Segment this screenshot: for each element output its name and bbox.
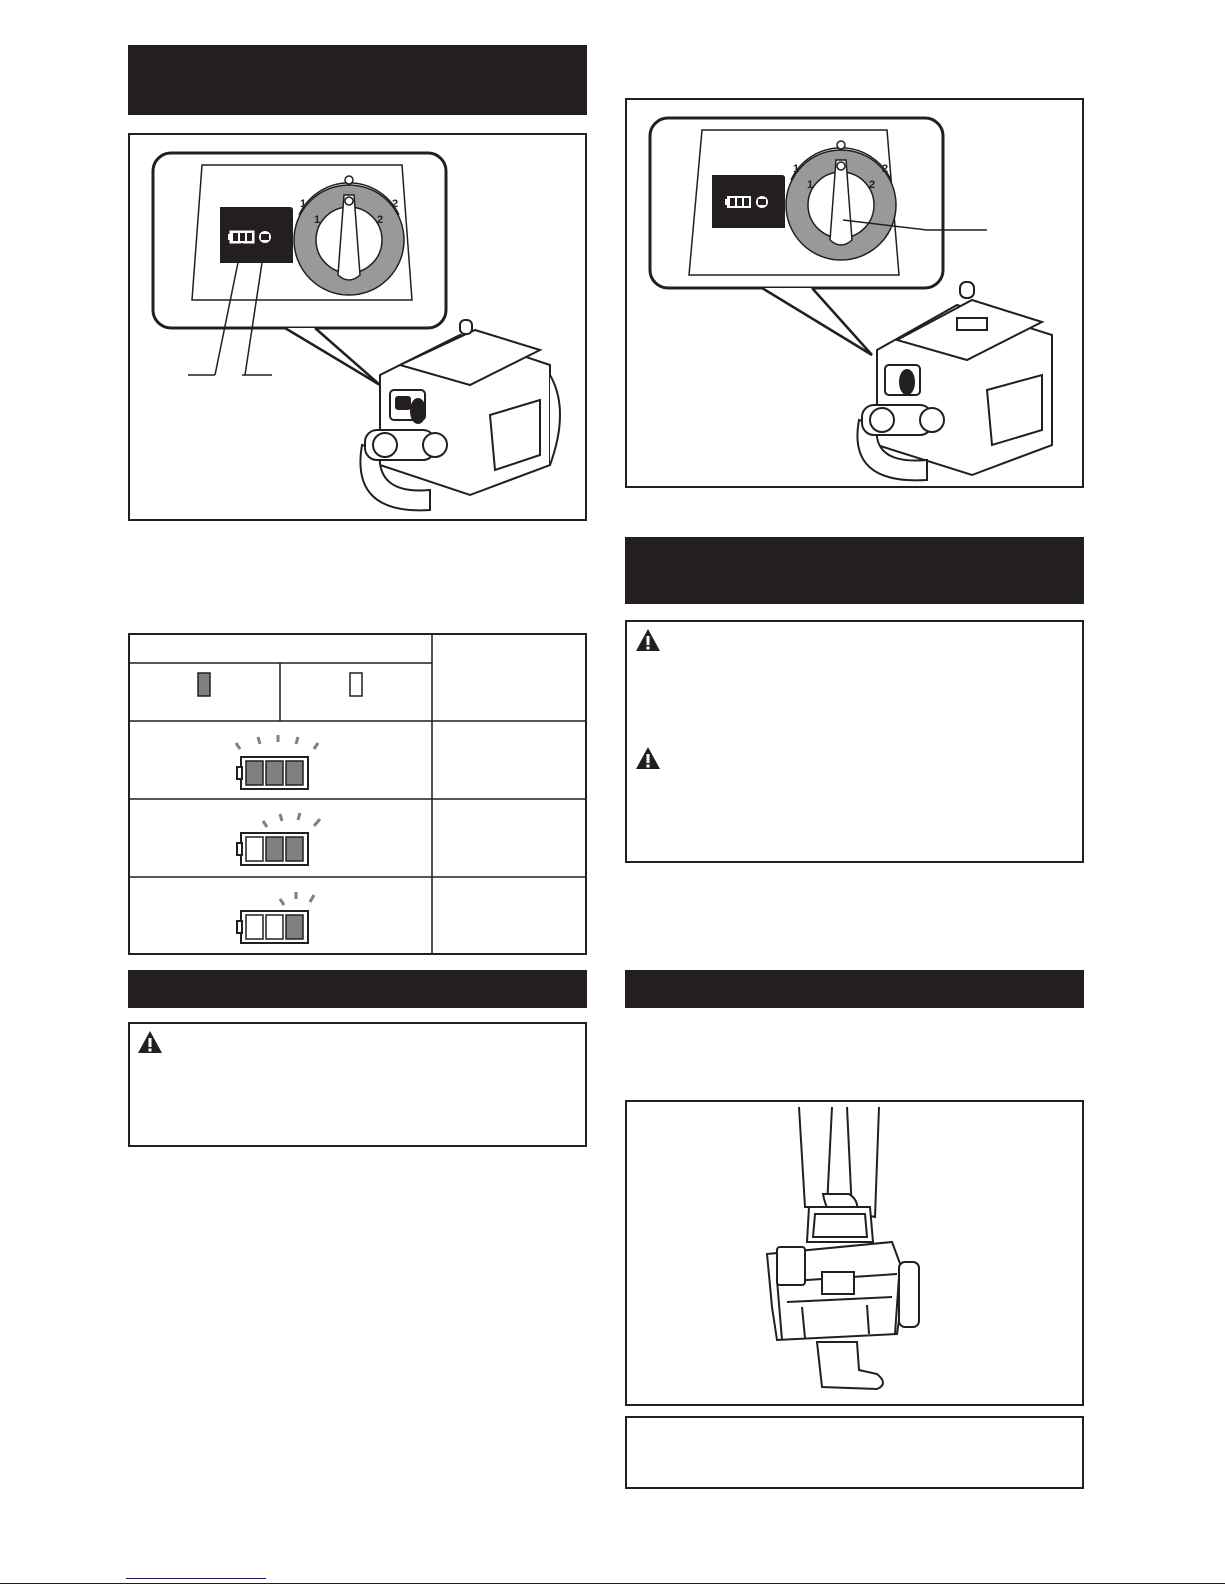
svg-text:1: 1 [300, 198, 307, 210]
svg-text:2: 2 [392, 198, 399, 210]
section-header-bar-bottom-left [128, 970, 587, 1008]
vacuum-body-illustration [360, 320, 560, 510]
footer-rule [0, 1583, 1225, 1584]
warning-icon [137, 1030, 163, 1054]
figure-carrying-vacuum [625, 1100, 1084, 1406]
svg-text:2: 2 [377, 214, 384, 226]
section-header-bar-bottom-right [625, 970, 1084, 1008]
unlit-segment-swatch [350, 673, 362, 696]
vacuum-battery-indicator-illustration [130, 135, 585, 519]
lit-segment-swatch [198, 673, 210, 696]
svg-text:1: 1 [807, 179, 814, 191]
svg-text:2: 2 [882, 163, 889, 175]
vacuum-suction-dial-illustration [627, 100, 1082, 486]
warning-box-right [625, 620, 1084, 863]
caution-box-left [128, 1022, 587, 1147]
footer-link-underline[interactable] [126, 1578, 266, 1579]
section-header-bar-top-right [625, 537, 1084, 604]
battery-level-table [128, 633, 587, 955]
figure-suction-dial [625, 98, 1084, 488]
svg-text:2: 2 [869, 179, 876, 191]
warning-icon [635, 628, 661, 652]
battery-indicator-plate [220, 207, 293, 263]
person-carrying-vacuum-illustration [627, 1102, 1082, 1404]
battery-indicator-plate [712, 175, 785, 228]
warning-icon [635, 746, 661, 770]
svg-text:1: 1 [793, 163, 800, 175]
figure-battery-indicator [128, 133, 587, 521]
note-box-right [625, 1416, 1084, 1489]
vacuum-body-illustration [857, 282, 1052, 480]
svg-text:1: 1 [314, 214, 321, 226]
section-header-bar-top-left [128, 45, 587, 115]
